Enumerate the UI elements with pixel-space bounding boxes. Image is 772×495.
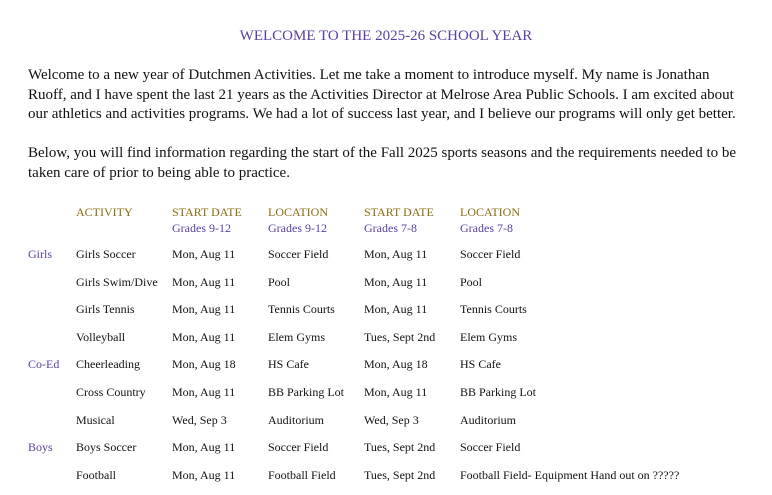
- table-row: [28, 385, 720, 413]
- start-date-7-8-cell: Tues, Sept 2nd: [364, 440, 436, 455]
- start-date-7-8-cell: Wed, Sep 3: [364, 412, 419, 427]
- location-9-12-cell: Pool: [268, 274, 291, 289]
- header-label: LOCATION: [460, 205, 520, 219]
- location-9-12-cell: Tennis Courts: [268, 302, 335, 317]
- header-group: [28, 204, 76, 247]
- location-7-8-cell: HS Cafe: [460, 357, 501, 372]
- header-start-date-7-8: [364, 204, 460, 247]
- location-9-12-cell: BB Parking Lot: [268, 384, 345, 399]
- start-date-7-8-cell: Mon, Aug 18: [364, 357, 428, 372]
- table-row: [28, 468, 720, 495]
- header-label: LOCATION: [268, 205, 328, 219]
- location-9-12-cell: Auditorium: [268, 412, 324, 427]
- location-7-8-cell: BB Parking Lot: [460, 384, 537, 399]
- start-date-7-8-cell: Tues, Sept 2nd: [364, 467, 436, 482]
- intro-paragraph: Welcome to a new year of Dutchmen Activities. Let me take a moment to introduce myself. My name is Jonathan Ruoff, and I have spent the last 21 years as the Activities Director at Melrose Area Public Schools. I am excited about our athletics and activities programs. We had a lot of success last year, and I believe our programs will only get better.: [28, 67, 736, 122]
- header-label: ACTIVITY: [76, 205, 133, 219]
- activity-cell: Cheerleading: [76, 357, 140, 372]
- header-location-9-12: [268, 204, 364, 247]
- table-row: [28, 413, 720, 441]
- start-date-9-12-cell: Mon, Aug 11: [172, 329, 236, 344]
- group-label: [28, 413, 76, 441]
- location-7-8-cell: Football Field- Equipment Hand out on ?????: [460, 467, 680, 482]
- activity-cell: Girls Swim/Dive: [76, 274, 158, 289]
- start-date-9-12-cell: Mon, Aug 11: [172, 302, 236, 317]
- activity-cell: Volleyball: [76, 329, 126, 344]
- table-row: [28, 247, 720, 275]
- header-activity: [76, 204, 172, 247]
- header-location-7-8: [460, 204, 720, 247]
- group-label: [28, 302, 76, 330]
- page-title: WELCOME TO THE 2025-26 SCHOOL YEAR: [239, 28, 533, 44]
- location-9-12-cell: Soccer Field: [268, 247, 329, 261]
- table-row: [28, 440, 720, 468]
- start-date-9-12-cell: Mon, Aug 11: [172, 274, 236, 289]
- start-date-7-8-cell: Mon, Aug 11: [364, 384, 428, 399]
- activity-cell: Girls Soccer: [76, 247, 136, 261]
- header-label: START DATE: [364, 205, 434, 219]
- location-7-8-cell: Pool: [460, 274, 483, 289]
- table-row: [28, 357, 720, 385]
- info-paragraph: Below, you will find information regarding the start of the Fall 2025 sports seasons and the requirements needed to be taken care of prior to being able to practice.: [28, 145, 737, 181]
- start-date-9-12-cell: Mon, Aug 11: [172, 440, 236, 455]
- table-header-row: [28, 204, 720, 247]
- activity-cell: Football: [76, 467, 117, 482]
- start-date-9-12-cell: Mon, Aug 11: [172, 247, 236, 261]
- start-date-9-12-cell: Mon, Aug 18: [172, 357, 236, 372]
- group-label: Girls: [28, 247, 52, 261]
- table-row: [28, 275, 720, 303]
- start-date-7-8-cell: Mon, Aug 11: [364, 247, 428, 261]
- header-start-date-9-12: [172, 204, 268, 247]
- table-row: [28, 302, 720, 330]
- location-9-12-cell: Elem Gyms: [268, 329, 325, 344]
- location-7-8-cell: Soccer Field: [460, 440, 521, 455]
- start-date-9-12-cell: Mon, Aug 11: [172, 384, 236, 399]
- start-date-9-12-cell: Mon, Aug 11: [172, 467, 236, 482]
- start-date-7-8-cell: Mon, Aug 11: [364, 274, 428, 289]
- activity-cell: Cross Country: [76, 384, 146, 399]
- location-9-12-cell: Football Field: [268, 467, 336, 482]
- table-row: [28, 330, 720, 358]
- group-label: Boys: [28, 440, 53, 455]
- activity-cell: Musical: [76, 412, 115, 427]
- location-7-8-cell: Soccer Field: [460, 247, 521, 261]
- activity-cell: Girls Tennis: [76, 302, 135, 317]
- location-7-8-cell: Tennis Courts: [460, 302, 527, 317]
- location-7-8-cell: Elem Gyms: [460, 329, 517, 344]
- group-label: [28, 468, 76, 495]
- group-label: [28, 330, 76, 358]
- header-sub: Grades 7-8: [460, 221, 513, 235]
- location-9-12-cell: Soccer Field: [268, 440, 329, 455]
- group-label: [28, 385, 76, 413]
- header-label: START DATE: [172, 205, 242, 219]
- start-date-7-8-cell: Tues, Sept 2nd: [364, 329, 436, 344]
- group-label: [28, 275, 76, 303]
- location-7-8-cell: Auditorium: [460, 412, 516, 427]
- group-label: Co-Ed: [28, 357, 60, 372]
- location-9-12-cell: HS Cafe: [268, 357, 309, 372]
- activity-cell: Boys Soccer: [76, 440, 137, 455]
- fall-schedule-table: [28, 204, 720, 495]
- start-date-7-8-cell: Mon, Aug 11: [364, 302, 428, 317]
- header-sub: Grades 9-12: [268, 221, 327, 235]
- header-sub: Grades 9-12: [172, 221, 231, 235]
- header-sub: Grades 7-8: [364, 221, 417, 235]
- start-date-9-12-cell: Wed, Sep 3: [172, 412, 227, 427]
